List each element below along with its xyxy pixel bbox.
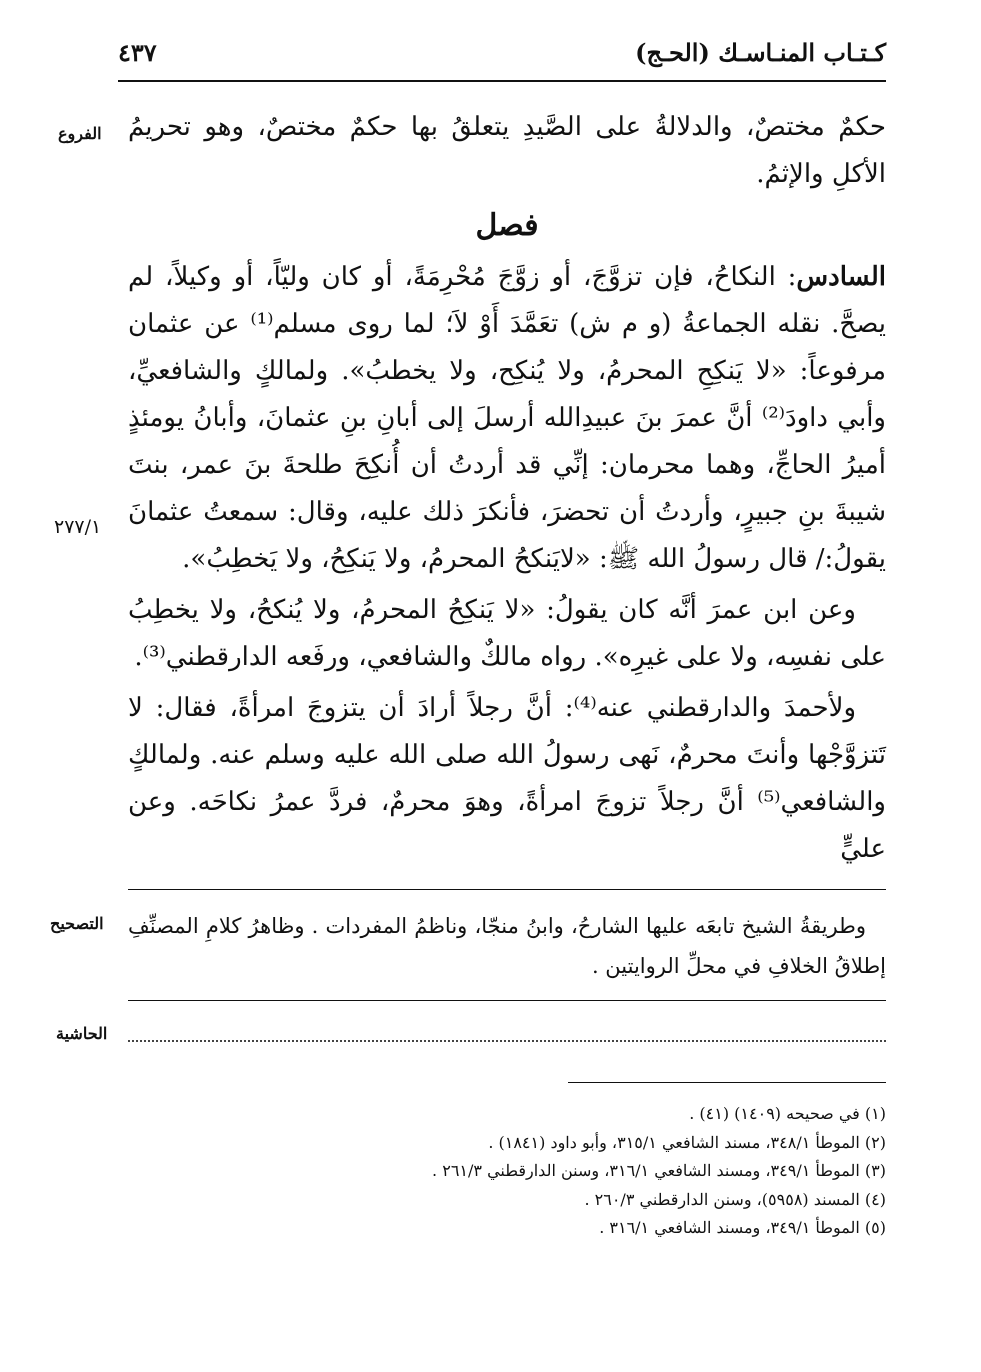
paragraph-2-lead: السادس — [796, 262, 886, 292]
paragraph-4: ولأحمدَ والدارقطني عنه⁽⁴⁾: أنَّ رجلاً أرادَ أن يتزوجَ امرأةً، فقال: لا تَتزوَّجْها وأنتَ محرمٌ، نَهى رسولُ الله صلى الله عليه وسلم عنه. ولمالكٍ والشافعي⁽⁵⁾ أنَّ رجلاً تزوجَ امرأةً، وهوَ محرمٌ، فردَّ عمرُ نكاحَه. وعن عليٍّ — [128, 693, 886, 864]
footnotes — [350, 1100, 886, 1243]
margin-label-hashiya: الحاشية — [56, 1024, 108, 1043]
footnote-2: (٢) الموطأ ٣٤٨/١، مسند الشافعي ٣١٥/١، وأبو داود (١٨٤١) . — [488, 1132, 886, 1152]
margin-volume-page-ref: ٢٧٧/١ — [54, 516, 102, 538]
footnote-3: (٣) الموطأ ٣٤٩/١، ومسند الشافعي ٣١٦/١، وسنن الدارقطني ٢٦١/٣ . — [432, 1161, 886, 1180]
correction-divider — [128, 889, 886, 890]
hashiya-divider — [128, 1000, 886, 1001]
header-rule — [118, 80, 886, 82]
margin-label-tashih: التصحيح — [50, 914, 104, 933]
footnote-1: (١) في صحيحه (١٤٠٩) (٤١) . — [689, 1104, 886, 1123]
footnote-4: (٤) المسند (٥٩٥٨)، وسنن الدارقطني ٢٦٠/٣ . — [584, 1189, 886, 1209]
margin-label-furu: الفروع — [58, 124, 102, 143]
footnote-rule — [568, 1082, 886, 1083]
page-number: ٤٣٧ — [118, 38, 157, 67]
paragraph-2-body: : النكاحُ، فإن تزوَّجَ، أو زوَّجَ مُحْرِمَةً، أو كان وليّاً، أو وكيلاً، لم يصحَّ. نقله الجماعةُ (و م ش) تعَمَّدَ أَوْ لاَ؛ لما روى مسلم⁽¹⁾ عن عثمان مرفوعاً: «لا يَنكِحِ المحرمُ، ولا يُنكِح، ولا يخطبُ». ولمالكٍ والشافعيِّ، وأبي داودَ⁽²⁾ أنَّ عمرَ بنَ عبيدِالله أرسلَ إلى أبانِ بنِ عثمانَ، وأبانُ يومئذٍ أميرُ الحاجِّ، وهما محرمان: إنِّي قد أردتُ أن أُنكِحَ طلحةَ بنَ عمر، بنتَ شيبةَ بنِ جبيرٍ، وأردتُ أن تحضرَ، فأنكرَ ذلك عليه، وقال: سمعتُ عثمانَ يقولُ:/ قال رسولُ الله ﷺ: «لايَنكحُ المحرمُ، ولا يَنكِحُ، ولا يَخطِبُ». — [128, 262, 886, 574]
correction-paragraph: وطريقةُ الشيخ تابعَه عليها الشارحُ، وابنُ منجّا، وناظمُ المفردات . وظاهرُ كلامِ المصنِّفِ إطلاقُ الخلافِ في محلِّ الروايتين . — [128, 914, 886, 978]
paragraph-1: حكمٌ مختصٌ، والدلالةُ على الصَّيدِ يتعلقُ بها حكمٌ مختصٌ، وهو تحريمُ الأكلِ والإثمُ. — [128, 112, 886, 189]
paragraph-3: وعن ابن عمرَ أنَّه كان يقولُ: «لا يَنكِحُ المحرمُ، ولا يُنكحُ، ولا يخطِبُ على نفسِه، ولا على غيرِه». رواه مالكٌ والشافعي، ورفَعه الدارقطني⁽³⁾. — [128, 595, 886, 672]
hashiya-dotted-line — [128, 1040, 886, 1042]
paragraph-2 — [128, 254, 886, 583]
main-text — [128, 104, 886, 873]
footnote-5: (٥) الموطأ ٣٤٩/١، ومسند الشافعي ٣١٦/١ . — [599, 1218, 886, 1237]
correction-text — [128, 906, 886, 986]
section-heading: فصل — [475, 208, 539, 243]
running-header-title: كـتـاب المنـاسـك (الحـج) — [635, 38, 886, 67]
